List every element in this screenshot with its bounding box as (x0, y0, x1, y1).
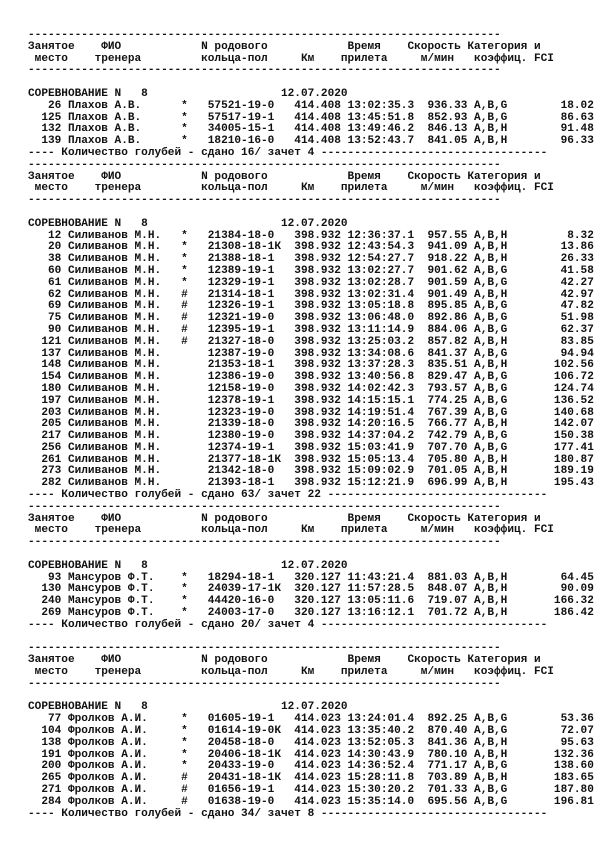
result-row: 197 Силиванов М.Н. 12378-19-1 398.932 14:15:15.1 774.25 A,B,G 136.52 (28, 394, 594, 407)
result-row: 137 Силиванов М.Н. 12387-19-0 398.932 13:34:08.6 841.37 A,B,G 94.94 (28, 347, 594, 360)
result-row: 148 Силиванов М.Н. 21353-18-1 398.932 13:37:28.3 835.51 A,B,H 102.56 (28, 359, 594, 372)
result-row: 130 Мансуров Ф.Т. * 24039-17-1К 320.127 11:57:28.5 848.07 A,B,H 90.09 (28, 583, 594, 596)
summary-line: ---- Количество голубей - сдано 20/ зачет 4 ---------------------------------- (28, 618, 548, 631)
summary-line: ---- Количество голубей - сдано 16/ зачет 4 ---------------------------------- (28, 146, 548, 159)
result-row: 271 Фролков А.И. # 01656-19-1 414.023 15:30:20.2 701.33 A,B,G 187.80 (28, 784, 594, 796)
result-row: 132 Плахов А.В. * 34005-15-1 414.408 13:49:46.2 846.13 A,B,H 91.48 (28, 123, 594, 136)
separator-line: ----------------------------------------------------------------------- (28, 29, 501, 41)
competition-line: СОРЕВНОВАНИЕ N 8 12.07.2020 (28, 217, 348, 230)
result-row: 191 Фролков А.И. * 20406-18-1К 414.023 14:30:43.9 780.10 A,B,H 132.36 (28, 748, 594, 761)
column-header-line: Занятое ФИО N родового Время Скорость Категория и (28, 40, 541, 53)
column-header-line: место тренера кольца-пол Км прилета м/мин коэффиц. FCI (28, 666, 554, 679)
column-header-line: Занятое ФИО N родового Время Скорость Категория и (28, 654, 541, 667)
separator-line: ----------------------------------------------------------------------- (28, 536, 501, 549)
column-header-line: Занятое ФИО N родового Время Скорость Категория и (28, 512, 541, 525)
result-row: 284 Фролков А.И. # 01638-19-0 414.023 15:35:14.0 695.56 A,B,G 196.81 (28, 795, 594, 808)
result-row: 75 Силиванов М.Н. # 12321-19-0 398.932 13:06:48.0 892.86 A,B,G 51.98 (28, 312, 594, 325)
result-row: 93 Мансуров Ф.Т. * 18294-18-1 320.127 11:43:21.4 881.03 A,B,H 64.45 (28, 571, 594, 584)
column-header-line: Занятое ФИО N родового Время Скорость Категория и (28, 170, 541, 183)
result-row: 261 Силиванов М.Н. 21377-18-1К 398.932 15:05:13.4 705.80 A,B,H 180.87 (28, 453, 594, 466)
result-row: 180 Силиванов М.Н. 12158-19-0 398.932 14:02:42.3 793.57 A,B,G 124.74 (28, 382, 594, 395)
result-row: 121 Силиванов М.Н. # 21327-18-0 398.932 13:25:03.2 857.82 A,B,H 83.85 (28, 335, 594, 348)
column-header-line: место тренера кольца-пол Км прилета м/мин коэффиц. FCI (28, 182, 554, 195)
result-row: 12 Силиванов М.Н. * 21384-18-0 398.932 12:36:37.1 957.55 A,B,H 8.32 (28, 229, 594, 242)
result-row: 69 Силиванов М.Н. # 12326-19-1 398.932 13:05:18.8 895.85 A,B,G 47.82 (28, 300, 594, 313)
result-row: 61 Силиванов М.Н. * 12329-19-1 398.932 13:02:28.7 901.59 A,B,G 42.27 (28, 276, 594, 289)
result-row: 60 Силиванов М.Н. * 12389-19-1 398.932 13:02:27.7 901.62 A,B,G 41.58 (28, 264, 594, 277)
blank-line (28, 207, 600, 219)
separator-line: ----------------------------------------------------------------------- (28, 500, 501, 513)
result-row: 273 Силиванов М.Н. 21342-18-0 398.932 15:09:02.9 701.05 A,B,H 189.19 (28, 465, 594, 478)
separator-line: ----------------------------------------------------------------------- (28, 194, 501, 207)
result-row: 125 Плахов А.В. * 57517-19-1 414.408 13:45:51.8 852.93 A,B,G 86.63 (28, 111, 594, 124)
competition-line: СОРЕВНОВАНИЕ N 8 12.07.2020 (28, 559, 348, 572)
result-row: 77 Фролков А.И. * 01605-19-1 414.023 13:24:01.4 892.25 A,B,G 53.36 (28, 713, 594, 726)
column-header-line: место тренера кольца-пол Км прилета м/мин коэффиц. FCI (28, 52, 554, 65)
result-row: 90 Силиванов М.Н. # 12395-19-1 398.932 13:11:14.9 884.06 A,B,G 62.37 (28, 323, 594, 336)
result-row: 217 Силиванов М.Н. 12380-19-0 398.932 14:37:04.2 742.79 A,B,G 150.38 (28, 430, 594, 443)
result-row: 104 Фролков А.И. * 01614-19-0К 414.023 13:35:40.2 870.40 A,B,G 72.07 (28, 725, 594, 738)
column-header-line: место тренера кольца-пол Км прилета м/мин коэффиц. FCI (28, 524, 554, 537)
separator-line: ----------------------------------------------------------------------- (28, 64, 501, 77)
result-row: 20 Силиванов М.Н. * 21308-18-1К 398.932 12:43:54.3 941.09 A,B,H 13.86 (28, 241, 594, 254)
result-row: 203 Силиванов М.Н. 12323-19-0 398.932 14:19:51.4 767.39 A,B,G 140.68 (28, 406, 594, 419)
summary-line: ---- Количество голубей - сдано 63/ зачет 22 --------------------------------- (28, 489, 548, 502)
result-row: 240 Мансуров Ф.Т. * 44420-16-0 320.127 13:05:11.6 719.07 A,B,H 166.32 (28, 595, 594, 608)
result-row: 256 Силиванов М.Н. 12374-19-1 398.932 15:03:41.9 707.70 A,B,G 177.41 (28, 441, 594, 454)
competition-line: СОРЕВНОВАНИЕ N 8 12.07.2020 (28, 701, 348, 714)
result-row: 139 Плахов А.В. * 18210-16-0 414.408 13:52:43.7 841.05 A,B,H 96.33 (28, 135, 594, 148)
result-row: 269 Мансуров Ф.Т. * 24003-17-0 320.127 13:16:12.1 701.72 A,B,H 186.42 (28, 607, 594, 620)
result-row: 205 Силиванов М.Н. 21339-18-0 398.932 14:20:16.5 766.77 A,B,H 142.07 (28, 418, 594, 431)
result-row: 62 Силиванов М.Н. # 21314-18-1 398.932 13:02:31.4 901.49 A,B,H 42.97 (28, 288, 594, 301)
result-row: 154 Силиванов М.Н. 12386-19-0 398.932 13:40:56.8 829.47 A,B,G 106.72 (28, 371, 594, 384)
result-row: 265 Фролков А.И. # 20431-18-1К 414.023 15:28:11.8 703.89 A,B,H 183.65 (28, 772, 594, 785)
separator-line: ----------------------------------------------------------------------- (28, 677, 501, 690)
separator-line: ----------------------------------------------------------------------- (28, 642, 501, 655)
summary-line: ---- Количество голубей - сдано 34/ зачет 8 ---------------------------------- (28, 807, 548, 820)
competition-line: СОРЕВНОВАНИЕ N 8 12.07.2020 (28, 87, 348, 100)
result-row: 282 Силиванов М.Н. 21393-18-1 398.932 15:12:21.9 696.99 A,B,H 195.43 (28, 477, 594, 490)
result-row: 200 Фролков А.И. * 20433-19-0 414.023 14:36:52.4 771.17 A,B,G 138.60 (28, 760, 594, 773)
separator-line: ----------------------------------------------------------------------- (28, 158, 501, 171)
result-row: 38 Силиванов М.Н. * 21388-18-1 398.932 12:54:27.7 918.22 A,B,H 26.33 (28, 253, 594, 266)
result-row: 26 Плахов А.В. * 57521-19-0 414.408 13:02:35.3 936.33 A,B,G 18.02 (28, 99, 594, 112)
result-row: 138 Фролков А.И. * 20458-18-0 414.023 13:52:05.3 841.36 A,B,H 95.63 (28, 736, 594, 749)
